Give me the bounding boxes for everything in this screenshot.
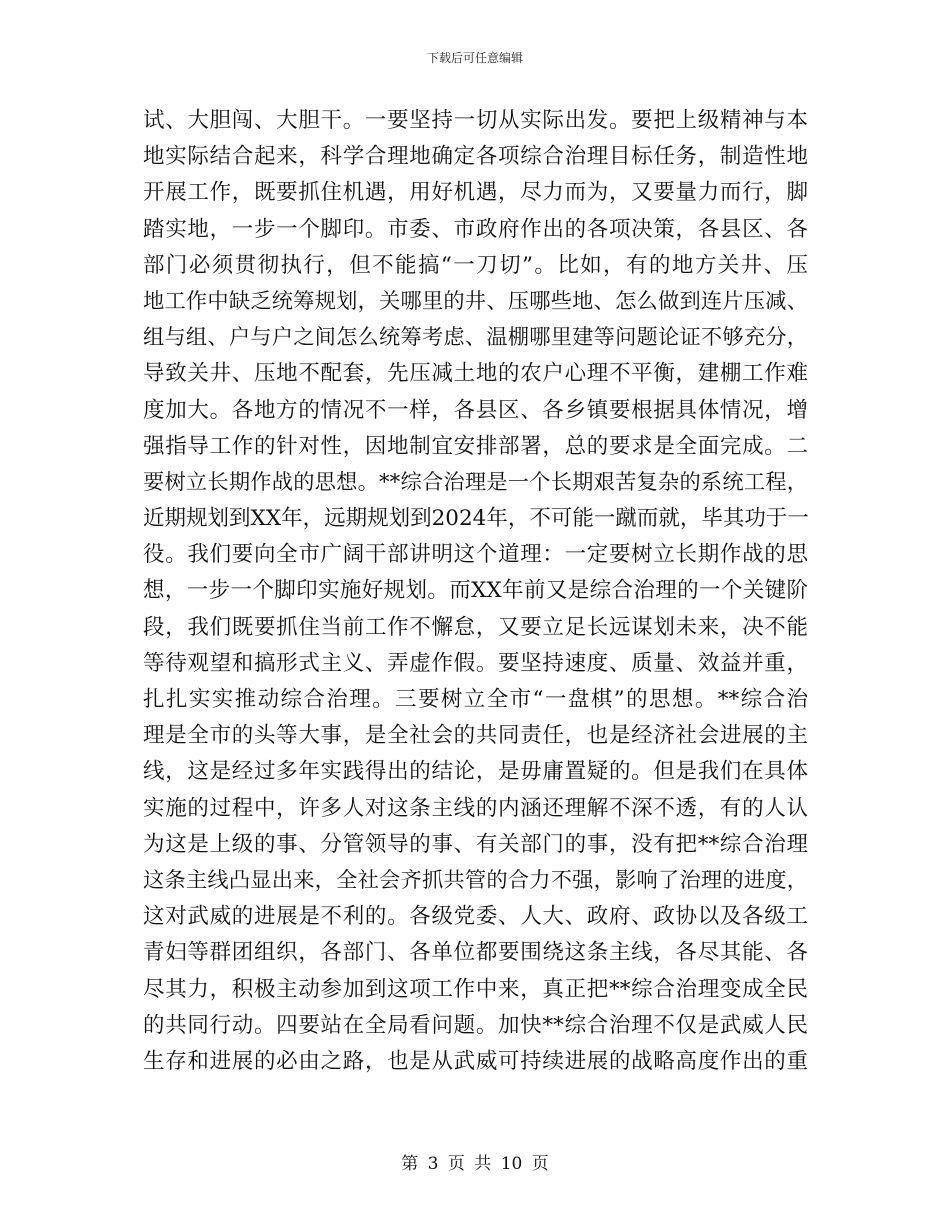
text-line: 组与组、户与户之间怎么统筹考虑、温棚哪里建等问题论证不够充分， [143, 325, 808, 351]
text-line: 线，这是经过多年实践得出的结论，是毋庸置疑的。但是我们在具体 [143, 759, 808, 785]
text-line: 生存和进展的必由之路，也是从武威可持续进展的战略高度作出的重 [143, 1048, 808, 1074]
text-line: 扎扎实实推动综合治理。三要树立全市“一盘棋”的思想。**综合治 [143, 687, 808, 712]
text-line: 等待观望和搞形式主义、弄虚作假。要坚持速度、质量、效益并重， [143, 650, 808, 676]
text-line: 开展工作，既要抓住机遇，用好机遇，尽力而为，又要量力而行，脚 [143, 180, 808, 206]
text-line: 部门必须贯彻执行，但不能搞“一刀切”。比如，有的地方关井、压 [143, 252, 808, 278]
text-line: 段，我们既要抓住当前工作不懈怠，又要立足长远谋划未来，决不能 [143, 614, 808, 640]
text-line: 为这是上级的事、分管领导的事、有关部门的事，没有把**综合治理 [143, 831, 808, 857]
text-line: 这条主线凸显出来，全社会齐抓共管的合力不强，影响了治理的进度， [143, 867, 808, 893]
text-line: 想，一步一个脚印实施好规划。而XX年前又是综合治理的一个关键阶 [143, 578, 808, 604]
page-footer: 第 3 页 共 10 页 [401, 1154, 549, 1174]
body-text [143, 103, 808, 1080]
text-line: 地实际结合起来，科学合理地确定各项综合治理目标任务，制造性地 [143, 144, 808, 170]
text-line: 这对武威的进展是不利的。各级党委、人大、政府、政协以及各级工 [143, 904, 808, 930]
text-line: 的共同行动。四要站在全局看问题。加快**综合治理不仅是武威人民 [143, 1012, 808, 1038]
text-line: 踏实地，一步一个脚印。市委、市政府作出的各项决策，各县区、各 [143, 216, 808, 242]
text-line: 强指导工作的针对性，因地制宜安排部署，总的要求是全面完成。二 [143, 433, 808, 459]
text-line: 地工作中缺乏统筹规划，关哪里的井、压哪些地、怎么做到连片压减、 [143, 288, 808, 314]
text-line: 役。我们要向全市广阔干部讲明这个道理：一定要树立长期作战的思 [143, 542, 808, 568]
text-line: 实施的过程中，许多人对这条主线的内涵还理解不深不透，有的人认 [143, 795, 808, 821]
text-line: 近期规划到XX年，远期规划到2024年，不可能一蹴而就，毕其功于一 [143, 506, 809, 532]
text-line: 理是全市的头等大事，是全社会的共同责任，也是经济社会进展的主 [143, 723, 808, 749]
page-header: 下载后可任意编辑 [426, 51, 523, 65]
text-line: 青妇等群团组织，各部门、各单位都要围绕这条主线，各尽其能、各 [143, 940, 808, 966]
text-line: 尽其力，积极主动参加到这项工作中来，真正把**综合治理变成全民 [143, 976, 808, 1002]
text-line: 试、大胆闯、大胆干。一要坚持一切从实际出发。要把上级精神与本 [143, 108, 808, 133]
text-line: 度加大。各地方的情况不一样，各县区、各乡镇要根据具体情况，增 [143, 397, 808, 423]
text-line: 导致关井、压地不配套，先压减土地的农户心理不平衡，建棚工作难 [143, 361, 808, 387]
text-line: 要树立长期作战的思想。**综合治理是一个长期艰苦复杂的系统工程， [143, 469, 808, 495]
